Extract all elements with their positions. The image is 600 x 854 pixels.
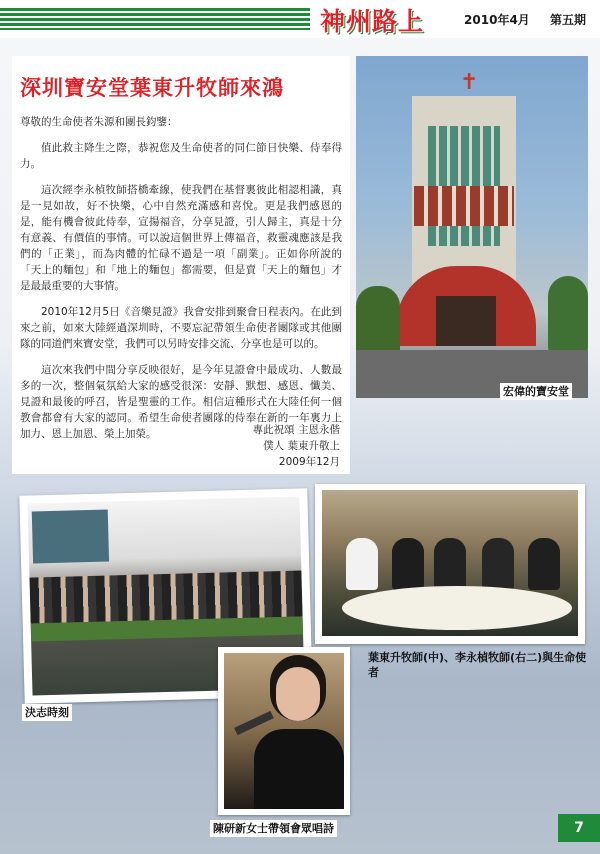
person	[482, 538, 514, 590]
person	[346, 538, 378, 590]
cross-icon: ✝	[460, 70, 479, 95]
microphone-icon	[234, 711, 274, 735]
page-header	[0, 0, 600, 38]
singer-caption: 陳研新女士帶領會眾唱詩	[210, 820, 337, 837]
page-number: 7	[558, 814, 600, 842]
issue-info	[464, 11, 586, 28]
dinner-table	[342, 586, 572, 630]
letter-body	[20, 114, 342, 452]
issue-date: 2010年4月	[464, 13, 530, 27]
church-door	[436, 296, 496, 346]
header-stripes	[0, 8, 310, 30]
paragraph: 這次經李永楨牧師搭橋牽線，使我們在基督裏彼此相認相識，真是一見如故，好不快樂，心中自然充滿感和喜悅。更是我們感恩的是，能有機會彼此侍奉，宣揚福音，分享見證，引人歸主，真是十分有意義、有價值的事情。可以說這個世界上傳福音，救靈魂應該是我們的「正業」，而為肉體的忙碌不過是一項「副業」。正如你所說的「天上的麵包」和「地上的麵包」都需要，但是賣「天上的麵包」才是最最重要的大事情。	[20, 184, 342, 292]
closing-line: 專此祝頌 主恩永偕	[252, 424, 340, 436]
person	[434, 538, 466, 590]
issue-number: 第五期	[549, 13, 586, 27]
person	[528, 538, 560, 590]
article-headline: 深圳寶安堂葉東升牧師來鴻	[20, 75, 284, 100]
projection-screen	[32, 509, 109, 563]
paragraph: 值此救主降生之際，恭祝您及生命使者的同仁節日快樂、侍奉得力。	[20, 142, 342, 170]
singer-head	[276, 667, 320, 721]
dinner-caption: 葉東升牧師(中)、李永楨牧師(右二)與生命使者	[368, 651, 587, 679]
paragraph: 這次來我們中間分享反映很好，是今年見證會中最成功、人數最多的一次，整個氣氛給大家的感受很深：安靜、默想、感恩、懺美、見證和最後的呼召，皆是聖靈的工作。相信這種形式在大陸任何一個教會都會有大家的認同。希望生命使者團隊的侍奉在新的一年裏力上加力、恩上加恩、榮上加榮。	[20, 364, 342, 440]
letter-signoff	[180, 422, 340, 470]
singer-torso	[254, 729, 344, 809]
church-band	[414, 186, 514, 226]
letter-date: 2009年12月	[278, 456, 340, 468]
magazine-logo: 神州路上	[320, 7, 425, 36]
person	[392, 538, 424, 590]
crowd	[29, 570, 302, 623]
salutation: 尊敬的生命使者朱源和團長鈞鑒：	[20, 116, 178, 128]
stage-caption: 決志時刻	[22, 704, 72, 721]
church-caption: 宏偉的寶安堂	[500, 383, 572, 400]
signature: 僕人 葉東升敬上	[263, 440, 340, 452]
paragraph: 2010年12月5日《音樂見證》我會安排到聚會日程表內。在此到來之前，如來大陸經過深圳時，不要忘記帶領生命使者團隊或其他團隊的同道們來寶安堂，我們可以另時安排交流、分享也是可以的。	[20, 306, 342, 350]
church-photo	[356, 56, 588, 398]
dinner-photo	[322, 490, 578, 636]
singer-photo	[224, 653, 344, 809]
